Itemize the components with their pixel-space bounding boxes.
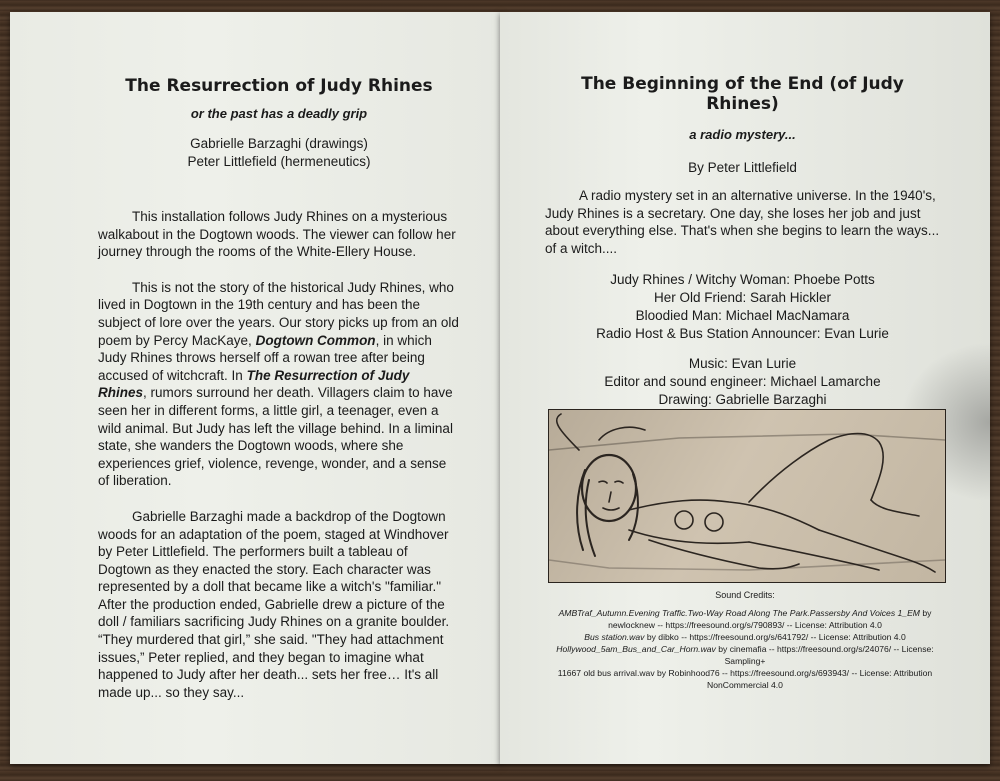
sound-credit-item	[545, 667, 945, 691]
right-subtitle: a radio mystery...	[689, 127, 796, 142]
drawing-reclining-figure	[548, 409, 946, 583]
sound-file-name: Bus station.wav	[584, 632, 645, 642]
sound-credits	[545, 589, 945, 691]
cast-line: Her Old Friend: Sarah Hickler	[653, 290, 832, 306]
sound-credit-detail: by dibko -- https://freesound.org/s/641792/ -- License: Attribution 4.0	[644, 632, 906, 642]
sound-credit-detail: by newlocknew -- https://freesound.org/s/790893/ -- License: Attribution 4.0	[608, 608, 932, 630]
cast-line: Radio Host & Bus Station Announcer: Evan Lurie	[596, 326, 889, 342]
figure-sketch	[549, 410, 945, 582]
paragraph-story	[98, 279, 460, 490]
crew-line: Drawing: Gabrielle Barzaghi	[658, 392, 827, 408]
cast-line: Judy Rhines / Witchy Woman: Phoebe Potts	[610, 272, 875, 288]
sound-credit-item	[545, 643, 945, 667]
cast-line: Bloodied Man: Michael MacNamara	[635, 308, 850, 324]
sound-credits-heading: Sound Credits:	[715, 590, 775, 600]
sound-credit-item	[545, 607, 945, 631]
right-body	[545, 187, 940, 409]
paragraph-backdrop: Gabrielle Barzaghi made a backdrop of the Dogtown woods for an adaptation of the poem, staged at Windhover by Peter Littlefield. The performers built a tableau of Dogtown as they enacted the story. Each character was represented by a doll that became like a witch's "familiar." After the production ended, Gabrielle drew a picture of the doll / familiars sacrificing Judy Rhines on a granite boulder. “They murdered that girl,” she said. "They had attachment issues,” Peter replied, and they began to imagine what happened to Judy after her death... sets her free… It's all made up... so they say...	[98, 508, 450, 700]
poem-title: Dogtown Common	[255, 332, 376, 348]
installation-title: The Resurrection of Judy Rhines	[98, 367, 410, 401]
paragraph-story-text-b: , in which Judy Rhines throws herself off a rowan tree after being accused of witchcraft. In	[98, 332, 432, 383]
credit-hermeneutics: Peter Littlefield (hermeneutics)	[187, 154, 371, 169]
sound-credit-detail: by cinemafia -- https://freesound.org/s/24076/ -- License: Sampling+	[715, 644, 934, 666]
crew-line: Music: Evan Lurie	[688, 356, 797, 372]
byline: By Peter Littlefield	[688, 160, 797, 175]
right-page	[500, 12, 990, 764]
paragraph-story-text-a: This is not the story of the historical Judy Rhines, who lived in Dogtown in the 19th century and has been the subject of lore over the years. Our story picks up from an old poem by Percy MacKaye,	[98, 279, 459, 348]
sound-file-name: AMBTraf_Autumn.Evening Traffic.Two-Way Road Along The Park.Passersby And Voices 1_EM	[558, 608, 920, 618]
paragraph-story-text-c: , rumors surround her death. Villagers claim to have seen her in different forms, a little girl, a teenager, even a wild animal. But Judy has left the village behind. In a liminal state, she wanders the Dogtown woods, where she experiences grief, violence, revenge, wonder, and a sense of liberation.	[98, 385, 453, 489]
cast-list	[545, 271, 940, 343]
left-body	[98, 208, 460, 701]
sound-file-name: Hollywood_5am_Bus_and_Car_Horn.wav	[556, 644, 716, 654]
crew-line: Editor and sound engineer: Michael Lamarche	[604, 374, 881, 390]
right-title: The Beginning of the End (of Judy Rhines)	[581, 74, 904, 114]
left-subtitle: or the past has a deadly grip	[190, 106, 368, 121]
sound-credit-item	[545, 631, 945, 643]
right-header	[545, 74, 940, 177]
left-header	[98, 76, 460, 171]
sound-credit-detail: by Robinhood76 -- https://freesound.org/s/693943/ -- License: Attribution NonCommercial 4.0	[654, 668, 933, 690]
radio-intro: A radio mystery set in an alternative universe. In the 1940's, Judy Rhines is a secretary. One day, she loses her job and just about everything else. That's when she begins to learn the ways... of a witch....	[545, 188, 940, 256]
sound-file-name: 11667 old bus arrival.wav	[557, 668, 655, 678]
left-title: The Resurrection of Judy Rhines	[125, 76, 433, 96]
left-page	[10, 12, 502, 764]
paragraph-installation: This installation follows Judy Rhines on a mysterious walkabout in the Dogtown woods. The viewer can follow her journey through the rooms of the White-Ellery House.	[98, 209, 456, 260]
credit-drawings: Gabrielle Barzaghi (drawings)	[190, 136, 368, 151]
crew-list	[545, 355, 940, 409]
